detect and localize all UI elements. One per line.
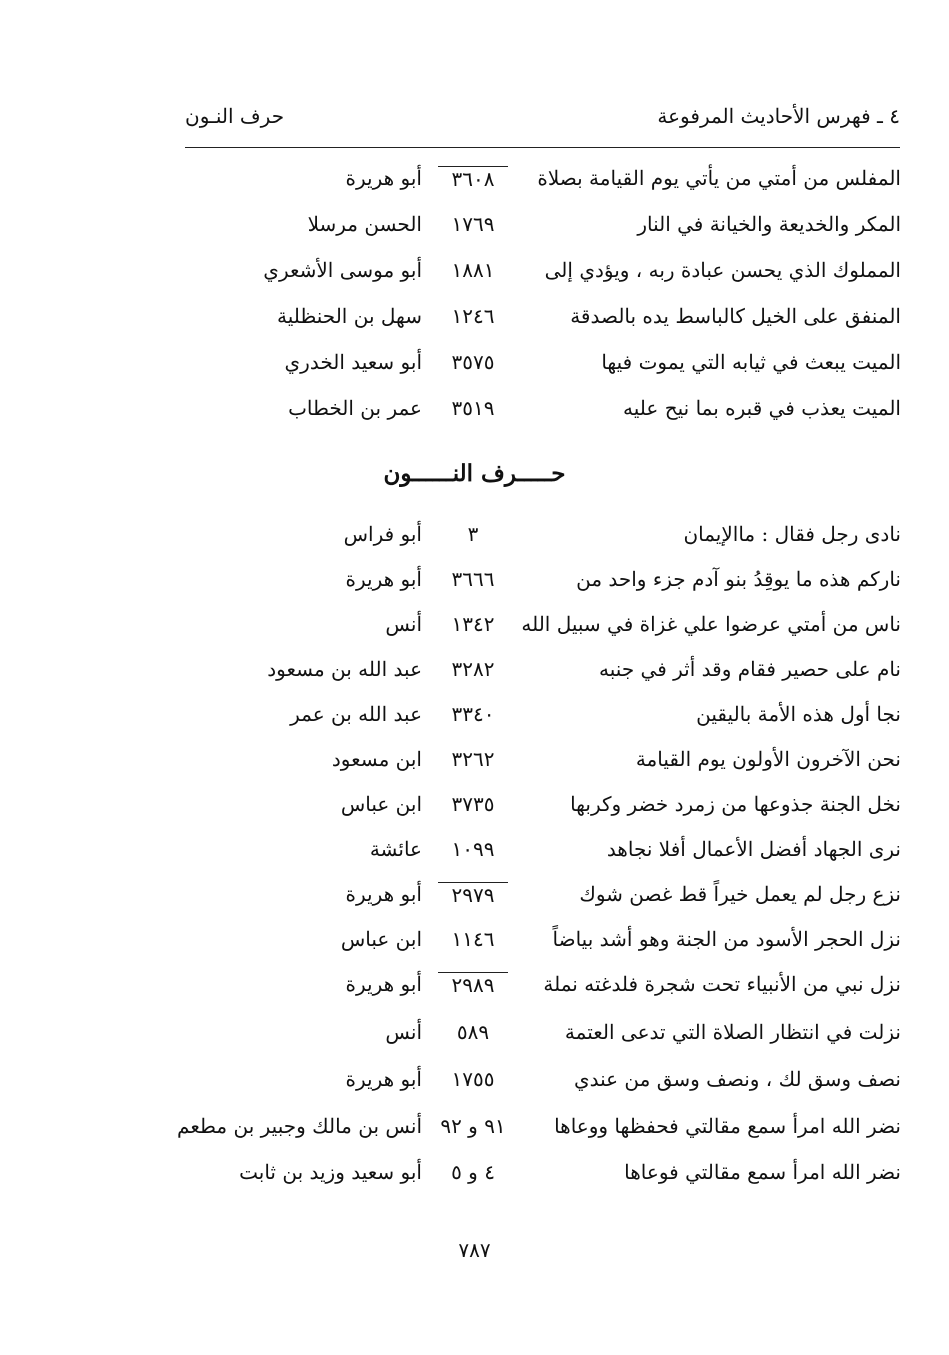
hadith-number: ٣٢٨٢ bbox=[451, 657, 495, 681]
table-row bbox=[0, 702, 949, 742]
table-row bbox=[0, 350, 949, 390]
hadith-number: ٥٨٩ bbox=[456, 1020, 490, 1044]
narrator: أبو هريرة bbox=[345, 567, 422, 591]
hadith-text: نرى الجهاد أفضل الأعمال أفلا نجاهد bbox=[606, 837, 901, 861]
hadith-text: ناس من أمتي عرضوا علي غزاة في سبيل الله bbox=[521, 612, 901, 636]
hadith-text: نجا أول هذه الأمة باليقين bbox=[696, 702, 901, 726]
hadith-number: ٤ و ٥ bbox=[451, 1160, 495, 1184]
hadith-text: نضر الله امرأ سمع مقالتي فحفظها ووعاها bbox=[554, 1114, 901, 1138]
page-header bbox=[185, 104, 900, 140]
hadith-number: ١٠٩٩ bbox=[451, 837, 495, 861]
table-row bbox=[0, 612, 949, 652]
hadith-number: ٣٦٠٨ bbox=[438, 166, 508, 191]
chapter-title: حرف النـون bbox=[185, 104, 285, 128]
hadith-number: ١٧٦٩ bbox=[451, 212, 495, 236]
table-row bbox=[0, 522, 949, 562]
hadith-number: ٣ bbox=[467, 522, 479, 546]
narrator: عبد الله بن مسعود bbox=[267, 657, 422, 681]
hadith-text: نزلت في انتظار الصلاة التي تدعى العتمة bbox=[564, 1020, 901, 1044]
table-row bbox=[0, 1067, 949, 1107]
hadith-number: ١٨٨١ bbox=[451, 258, 495, 282]
hadith-text: نحن الآخرون الأولون يوم القيامة bbox=[635, 747, 901, 771]
narrator: عبد الله بن عمر bbox=[290, 702, 422, 726]
hadith-text: نخل الجنة جذوعها من زمرد خضر وكربها bbox=[570, 792, 901, 816]
page-number: ٧٨٧ bbox=[458, 1238, 491, 1262]
hadith-text: نادى رجل فقال : ماالإيمان bbox=[683, 522, 901, 546]
hadith-text: الميت يعذب في قبره بما نيح عليه bbox=[623, 396, 901, 420]
narrator: أنس بن مالك وجبير بن مطعم bbox=[177, 1114, 422, 1138]
hadith-number: ٢٩٧٩ bbox=[438, 882, 508, 907]
hadith-text: نزل الحجر الأسود من الجنة وهو أشد بياضاً bbox=[552, 927, 901, 951]
narrator: أبو فراس bbox=[343, 522, 422, 546]
hadith-number: ٣٧٣٥ bbox=[451, 792, 495, 816]
table-row bbox=[0, 747, 949, 787]
hadith-text: ناركم هذه ما يوقِدُ بنو آدم جزء واحد من bbox=[576, 567, 901, 591]
table-row bbox=[0, 1160, 949, 1200]
hadith-number: ٣٣٤٠ bbox=[451, 702, 495, 726]
narrator: أبو سعيد وزيد بن ثابت bbox=[239, 1160, 422, 1184]
narrator: عائشة bbox=[369, 837, 422, 861]
hadith-text: المكر والخديعة والخيانة في النار bbox=[637, 212, 901, 236]
narrator: أنس bbox=[385, 1020, 422, 1044]
narrator: أبو هريرة bbox=[345, 1067, 422, 1091]
table-row bbox=[0, 792, 949, 832]
hadith-text: الميت يبعث في ثيابه التي يموت فيها bbox=[601, 350, 901, 374]
section-heading: حـــــرف النــــــون bbox=[383, 460, 566, 487]
hadith-text: المفلس من أمتي من يأتي يوم القيامة بصلاة bbox=[537, 166, 901, 190]
narrator: ابن مسعود bbox=[331, 747, 422, 771]
narrator: أبو سعيد الخدري bbox=[284, 350, 422, 374]
running-title: ٤ ـ فهرس الأحاديث المرفوعة bbox=[657, 104, 900, 128]
narrator: أبو موسى الأشعري bbox=[263, 258, 422, 282]
hadith-text: نزل نبي من الأنبياء تحت شجرة فلدغته نملة bbox=[543, 972, 901, 996]
hadith-number: ١١٤٦ bbox=[451, 927, 495, 951]
table-row bbox=[0, 657, 949, 697]
table-row bbox=[0, 304, 949, 344]
table-row bbox=[0, 396, 949, 436]
table-row bbox=[0, 837, 949, 877]
hadith-number: ٣٥٧٥ bbox=[451, 350, 495, 374]
hadith-text: نضر الله امرأ سمع مقالتي فوعاها bbox=[624, 1160, 901, 1184]
narrator: ابن عباس bbox=[340, 927, 422, 951]
narrator: أنس bbox=[385, 612, 422, 636]
hadith-text: المنفق على الخيل كالباسط يده بالصدقة bbox=[570, 304, 901, 328]
narrator: ابن عباس bbox=[340, 792, 422, 816]
hadith-number: ٣٥١٩ bbox=[451, 396, 495, 420]
narrator: عمر بن الخطاب bbox=[288, 396, 422, 420]
narrator: الحسن مرسلا bbox=[307, 212, 422, 236]
narrator: أبو هريرة bbox=[345, 972, 422, 996]
hadith-text: المملوك الذي يحسن عبادة ربه ، ويؤدي إلى bbox=[544, 258, 901, 282]
table-row bbox=[0, 567, 949, 607]
table-row bbox=[0, 1020, 949, 1060]
hadith-number: ١٢٤٦ bbox=[451, 304, 495, 328]
table-row bbox=[0, 972, 949, 1012]
hadith-text: نام على حصير فقام وقد أثر في جنبه bbox=[599, 657, 901, 681]
hadith-text: نصف وسق لك ، ونصف وسق من عندي bbox=[573, 1067, 901, 1091]
table-row bbox=[0, 212, 949, 252]
hadith-text: نزع رجل لم يعمل خيراً قط غصن شوك bbox=[579, 882, 901, 906]
table-row bbox=[0, 882, 949, 922]
table-row bbox=[0, 166, 949, 206]
table-row bbox=[0, 927, 949, 967]
hadith-number: ١٧٥٥ bbox=[451, 1067, 495, 1091]
narrator: أبو هريرة bbox=[345, 166, 422, 190]
hadith-number: ٢٩٨٩ bbox=[438, 972, 508, 997]
header-divider bbox=[185, 147, 900, 148]
narrator: أبو هريرة bbox=[345, 882, 422, 906]
hadith-number: ٣٢٦٢ bbox=[451, 747, 495, 771]
table-row bbox=[0, 1114, 949, 1154]
narrator: سهل بن الحنظلية bbox=[276, 304, 422, 328]
hadith-number: ٣٦٦٦ bbox=[451, 567, 495, 591]
hadith-number: ١٣٤٢ bbox=[451, 612, 495, 636]
table-row bbox=[0, 258, 949, 298]
hadith-number: ٩١ و ٩٢ bbox=[440, 1114, 506, 1138]
